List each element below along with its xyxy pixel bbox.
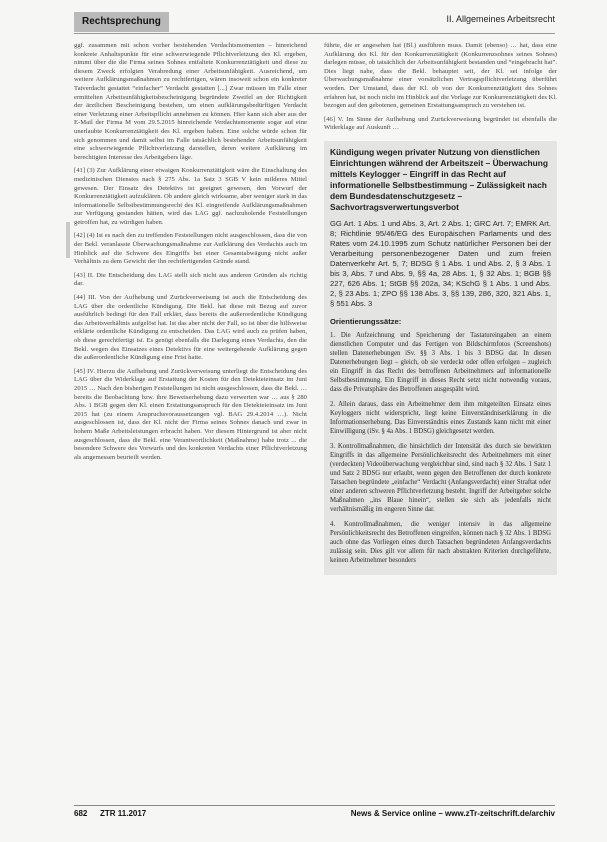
page-number: 682 bbox=[74, 809, 88, 818]
left-paragraph: ggf. zusammen mit schon vorher bestehenden Verdachtsmomenten – hinreichend konkrete Anhaltspunkte für eine schwerwiegende Pflichtverletzung des Kl. ergeben, nimmt über die die Firma seines Sohnes entfaltete Konkurrenztätigkeit und diese zu diesem Zweck erfolgten Verabredung einer Arbeitsunfähigkeit. Ausreichend, um weitere Aufklärungsmaßnahmen zu rechtfertigen, wären insoweit schon ein konkreter Tatverdacht gestattet “einfacher” Verdacht gestatten [...] Zwar müssen im Falle einer ermittelten Arbeitsunfähigkeitsbescheinigung begründete Zweifel an der Richtigkeit der ärztlichen Bescheinigung bestehen, um einen aufklärungsbedürftigen Verdacht einer Verletzung einer Arbeitspflicht annehmen zu können. Hier kann sich aber aus der E-Mail der Firma M vom 29.5.2015 hinreichende Verdachtsmomente sogar auf eine unerlaubte Konkurrenztätigkeit des Kl. ergeben haben. Eine solche würde schon für sich genommen und damit selbst im Falle tatsächlich bestehender Arbeitsunfähigkeit eine schwerwiegende Pflichtverletzung darstellen, deren weitere Aufklärung im berechtigten Interesse des Arbeitgebers läge. bbox=[74, 42, 307, 161]
header-divider bbox=[74, 33, 555, 34]
decision-title: Kündigung wegen privater Nutzung von dienstlichen Einrichtungen während der Arbeitszeit – Überwachung mittels Keylogger – Eingriff in das Recht auf informationelle Selbstbestimmung – Zulässigkeit nach dem Bundesdatenschutzgesetz – Sachvortragsverwertungsverbot bbox=[330, 146, 548, 212]
section-label: Rechtsprechung bbox=[74, 12, 169, 32]
legal-norms: GG Art. 1 Abs. 1 und Abs. 3, Art. 2 Abs. 1; GRC Art. 7; EMRK Art. 8; Richtlinie 95/46/EG des Europäischen Parlaments und des Rates vom 24.10.1995 zum Schutz natürlicher Personen bei der Verarbeitung personenbezogener Daten und zum freien Datenverkehr Art. 5, 7; BDSG § 1 Abs. 1 und Abs. 2, § 3 Abs. 1 bis 3, Abs. 7 und Abs. 9, §§ 4a, 28 Abs. 1, § 32 Abs. 1; BGB §§ 227, 626 Abs. 1; StGB §§ 202a, 34; KSchG § 1 Abs. 1 und Abs. 2, § 23 Abs. 1; ZPO §§ 138 Abs. 3, §§ 139, 286, 320, 321 Abs. 1, § 551 Abs. 3 bbox=[330, 218, 551, 308]
guiding-principle: 3. Kontrollmaßnahmen, die hinsichtlich der Intensität des durch sie bewirkten Eingriffs in das allgemeine Persönlichkeitsrecht des Arbeitnehmers mit einer (verdeckten) Videoüberwachung vergleichbar sind, sind nach § 32 Abs. 1 Satz 1 und Satz 2 BDSG nur erlaubt, wenn gegen den Betroffenen der durch konkrete Tatsachen begründete „einfache“ Verdacht (Anfangsverdacht) einer Straftat oder einer anderen schweren Pflichtverletzung besteht. Ingriff der Arbeitgeber solche Maßnahmen „ins Blaue hinein“, stellen sie sich als jedenfalls nicht verhältnismäßig im engeren Sinne dar. bbox=[330, 442, 551, 513]
left-paragraph: [42] (4) Ist es nach den zu treffenden Feststellungen nicht ausgeschlossen, dass die von der Bekl. veranlasste Überwachungsmaßnahme zur Aufklärung des Verdachts auch im Hinblick auf die Schwere des Eingriffs bei einer Gesamtabwägung nicht außer Verhältnis zu dem Gewicht der ihn rechtfertigenden Gründe stand. bbox=[74, 232, 307, 266]
guiding-principles-heading: Orientierungssätze: bbox=[330, 316, 402, 326]
left-paragraph: [41] (3) Zur Aufklärung einer etwaigen Konkurrenztätigkeit wäre die Einschaltung des medizinischen Dienstes nach § 275 Abs. 1a Satz 3 SGB V kein milderes Mittel gewesen. Der Einsatz des Detektivs ist geeignet gewesen, den Vorwurf der Konkurrenztätigkeit aufzuklären. Ob andere gleich wirksame, aber weniger stark in das informationelle Selbstbestimmungsrecht des Kl. eingreifende Aufklärungsmaßnahmen zur Verfügung gestanden hätten, wird das LAG ggf. nachzuholende Feststellungen getroffen hat, zu würdigen haben. bbox=[74, 167, 307, 226]
guiding-principle: 4. Kontrollmaßnahmen, die weniger intensiv in das allgemeine Persönlichkeitsrecht des Betroffenen eingreifen, können nach § 32 Abs. 1 BDSG auch ohne das Vorliegen eines durch Tatsachen begründeten Anfangsverdachts zulässig sein. Dies gilt vor allem für nach abstrakten Kriterien durchgeführte, keinen Arbeitnehmer besonders bbox=[330, 520, 551, 564]
left-paragraph: [43] II. Die Entscheidung des LAG stellt sich nicht aus anderen Gründen als richtig dar. bbox=[74, 271, 307, 288]
section-subtitle: II. Allgemeines Arbeitsrecht bbox=[446, 14, 555, 24]
left-paragraph: [45] IV. Hierzu die Aufhebung und Zurückverweisung unterliegt die Entscheidung des LAG über die Widerklage auf Erstattung der Kosten für den Detekteieinsatz im Juni 2015 … Nach den bisherigen Feststellungen ist nicht ausgeschlossen, dass die Bekl. … bereits die Beobachtung bzw. ihre Beweiserhebung dazu verwerten war … aus § 280 Abs. 1 BGB gegen den Kl. einen Erstattungsanspruch für den Detekteieinsatz im Juni 2015 hat (zu einem Anspruchsvoraussetzungen vgl. BAG 29.4.2014 …). Nicht ausgeschlossen ist, dass der Kl. nicht der Firma seines Sohnes danach und zwar in hohem Maße Arbeitsleistungen erbracht haben. Vor diesem Hintergrund ist aber nicht ausgeschlossen, dass die Bekl. eine Verantwortlichkeit (Maßnahme) habe trotz ... die besondere Schwere des Vorwurfs und des konkreten Verdachts einer Pflichtverletzung als angemessen beurteilt werden. bbox=[74, 367, 307, 461]
right-paragraph: führte, die er angesehen hat (Bl.) ausführen muss. Damit (ebenso) … hat, dass eine Aufklärung des Kl. für den Konkurrenztätigkeit (Konkurrenzsohnes seines Sohnes) darlegen müsse, ob tatsächlich der Arbeitsunfähigkeit bestanden und “eingebracht hat”. Dies liegt nahe, dass die Bekl. behauptet seit, der Kl. sei infolge der Überwachungsmaßnahme einer vorsätzlichen Vertragspflichtverletzung überführt worden. Der Umstand, dass der Kl. ob von der Konkurrenztätigkeit des Sohnes erfahren hat, ist noch nicht im Hinblick auf die Vorlage zur Konkurrenztätigkeit des Kl. bezogen auf den gebotenen, gemeinen Erstattungsanspruch zu verstehen ist. bbox=[324, 42, 557, 110]
guiding-principle: 2. Allein daraus, dass ein Arbeitnehmer dem ihm mitgeteilten Einsatz eines Keyloggers nicht widerspricht, liegt keine Einverständniserklärung in die Informationserhebung. Das Einverständnis eines Zustands kann nicht mit einer Einwilligung (iSv. § 4a Abs. 1 BDSG) gleichgesetzt werden. bbox=[330, 400, 551, 435]
footer-divider bbox=[74, 805, 555, 806]
journal-issue: ZTR 11.2017 bbox=[100, 809, 147, 818]
left-column bbox=[74, 42, 307, 802]
margin-marker bbox=[66, 222, 70, 258]
decision-box bbox=[324, 141, 557, 575]
right-paragraph: [46] V. Im Sinne der Aufhebung und Zurückverweisung begründet ist ebenfalls die Widerklage auf Auskunft … bbox=[324, 115, 557, 132]
archive-link[interactable]: News & Service online – www.zTr-zeitschrift.de/archiv bbox=[350, 809, 555, 818]
guiding-principle: 1. Die Aufzeichnung und Speicherung der Tastatureingaben an einem dienstlichen Computer und das Fertigen von Bildschirmfotos (Screenshots) stellen Datenerhebungen iSv. §§ 3 Abs. 1 bis 3 BDSG dar. In diesen Datenerhebungen liegt – gleich, ob sie verdeckt oder offen erfolgen – zugleich ein Eingriff in das Recht des betroffenen Arbeitnehmers auf informationelle Selbstbestimmung. Ein Eingriff in dieses Recht setzt nicht notwendig voraus, dass die Privatsphäre des Betroffenen ausgespäht wird. bbox=[330, 331, 551, 393]
left-paragraph: [44] III. Von der Aufhebung und Zurückverweisung ist auch die Entscheidung des LAG über die ordentliche Kündigung. Die Bekl. hat diese mit Bezug auf zuvor ausführlich bedingt für den Fall erklärt, dass bereits die außerordentliche Kündigung das Arbeitsverhältnis aufgelöst hat. Ist das aber nicht der Fall, so ist über die hilfsweise erklärte ordentliche Kündigung zu entscheiden. Das LAG wird auch zu prüfen haben, ob diese gerechtfertigt ist. Es genügt ebenfalls die Darlegung eines Verdachts, den die Bekl. wegen des Einsatzes eines Detektivs für eine weitergehende Aufklärung gegen die außerordentliche Kündigung eine Frist hatte. bbox=[74, 294, 307, 362]
right-column bbox=[324, 42, 557, 802]
